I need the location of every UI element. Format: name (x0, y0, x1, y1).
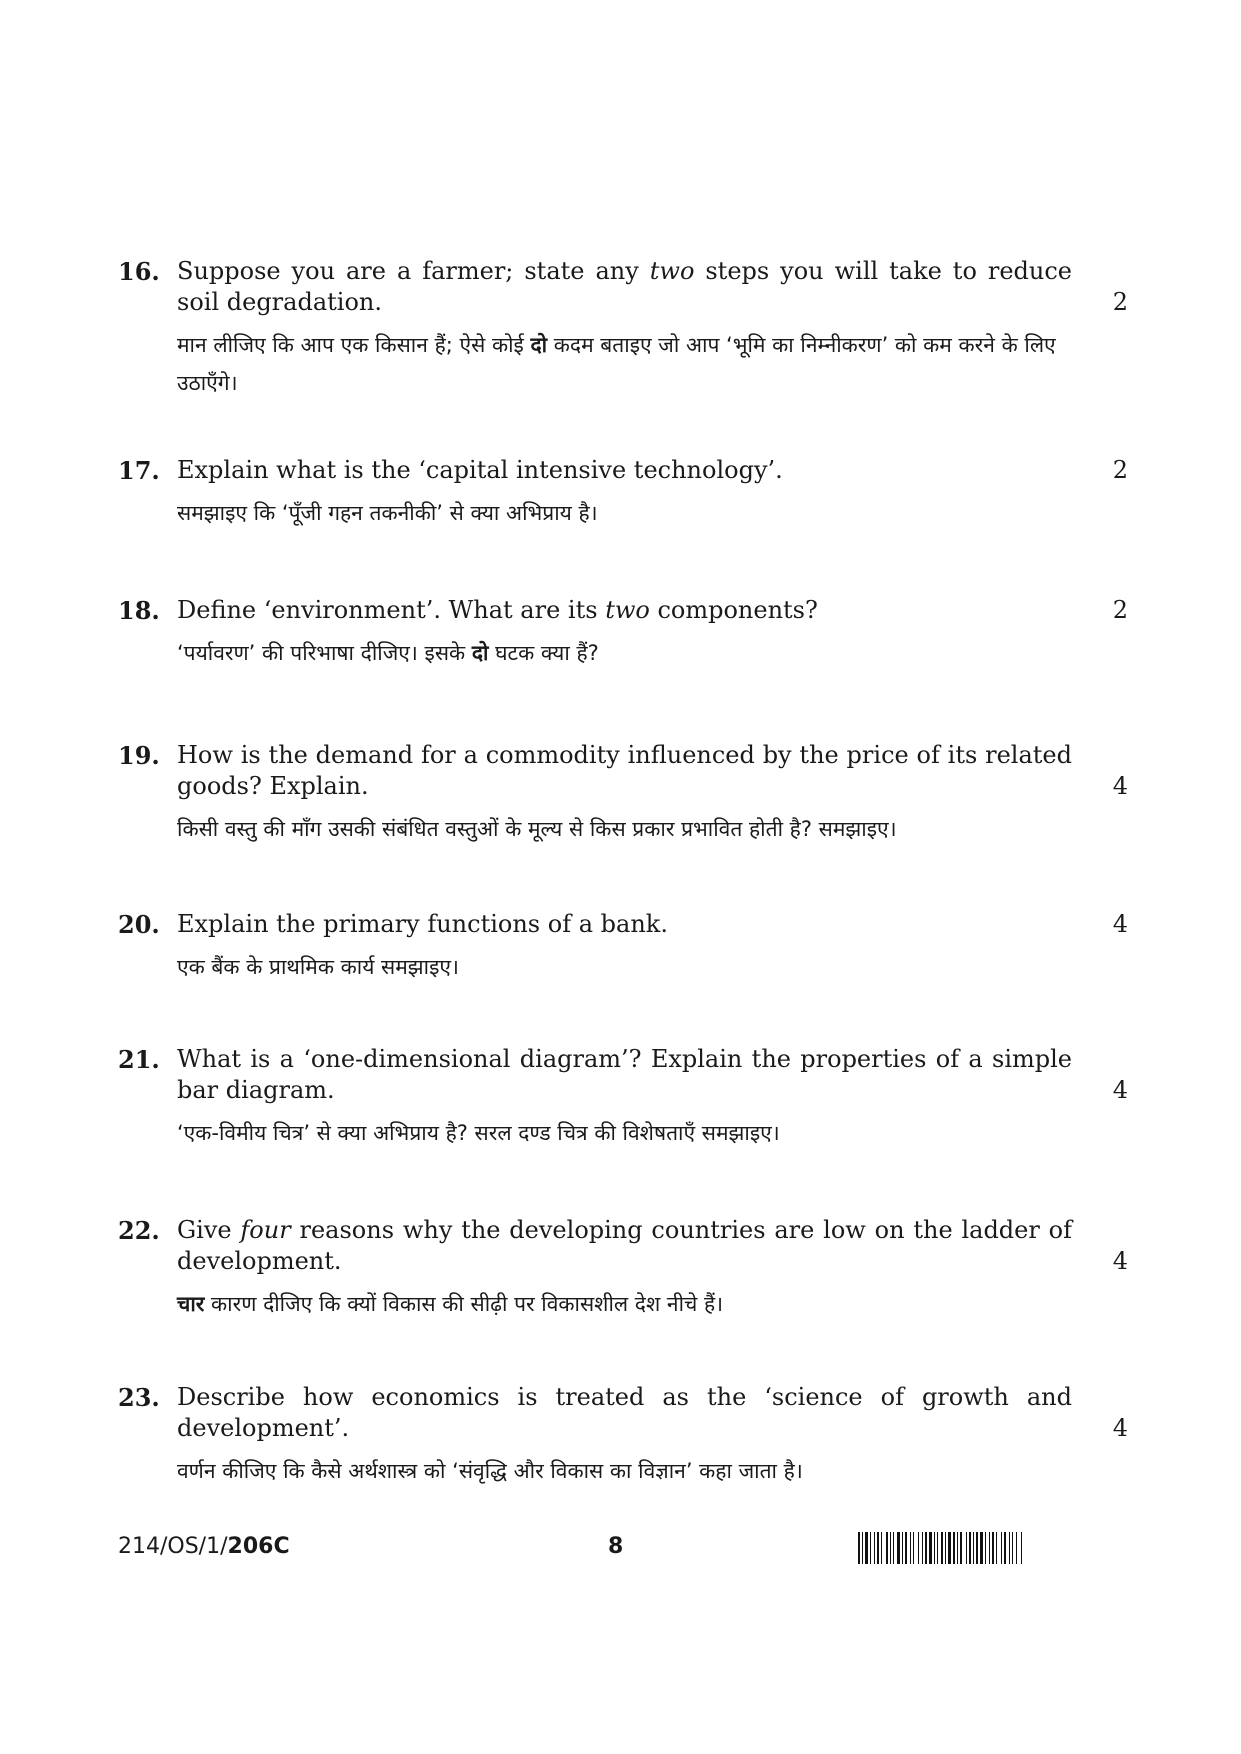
question-text-english: How is the demand for a commodity influenced by the price of its related goods? Explain. (177, 741, 1072, 800)
barcode-bar (858, 1532, 860, 1564)
question-text-hindi: समझाइए कि ‘पूँजी गहन तकनीकी’ से क्या अभिप्राय है। (177, 501, 598, 525)
barcode-bar (870, 1532, 871, 1564)
question-21 (118, 1044, 1128, 1152)
barcode-bar (905, 1532, 907, 1564)
barcode-bar (886, 1532, 888, 1564)
barcode-bar (989, 1532, 990, 1564)
question-23 (118, 1382, 1128, 1490)
question-text-hindi: मान लीजिए कि आप एक किसान हैं; ऐसे कोई दो कदम बताइए जो आप ‘भूमि का निम्नीकरण’ को कम करने के लिए उठाएँगे। (177, 333, 1056, 395)
marks: 2 (1112, 596, 1128, 624)
barcode-bar (953, 1532, 955, 1564)
barcode-bar (992, 1532, 994, 1564)
page-number: 8 (608, 1534, 624, 1559)
barcode-bar (945, 1532, 946, 1564)
marks: 4 (1112, 772, 1128, 800)
question-text-hindi: ‘एक-विमीय चित्र’ से क्या अभिप्राय है? सरल दण्ड चित्र की विशेषताएँ समझाइए। (177, 1121, 780, 1145)
barcode-bar (1016, 1532, 1017, 1564)
barcode-bar (934, 1532, 935, 1564)
marks: 4 (1112, 1076, 1128, 1104)
question-19 (118, 740, 1128, 848)
barcode-bar (973, 1532, 974, 1564)
barcode-bar (985, 1532, 986, 1564)
question-20 (118, 909, 1128, 986)
barcode-bar (1021, 1532, 1022, 1564)
barcode-bar (890, 1532, 891, 1564)
barcode-bar (1009, 1532, 1010, 1564)
barcode-bar (877, 1532, 879, 1564)
barcode (858, 1532, 1120, 1564)
barcode-bar (1012, 1532, 1013, 1564)
barcode-bar (966, 1532, 967, 1564)
barcode-bar (862, 1532, 863, 1564)
question-text-english: Describe how economics is treated as the ‘science of growth and development’. (177, 1383, 1072, 1442)
barcode-bar (957, 1532, 958, 1564)
barcode-bar (925, 1532, 927, 1564)
barcode-bar (897, 1532, 900, 1564)
question-text-english: Explain the primary functions of a bank. (177, 910, 668, 938)
question-number: 19. (118, 741, 160, 770)
barcode-bar (893, 1532, 894, 1564)
question-text-hindi: वर्णन कीजिए कि कैसे अर्थशास्त्र को ‘संवृद्धि और विकास का विज्ञान’ कहा जाता है। (177, 1459, 803, 1483)
question-text-hindi: ‘पर्यावरण’ की परिभाषा दीजिए। इसके दो घटक क्या हैं? (177, 641, 599, 665)
barcode-bar (910, 1532, 911, 1564)
barcode-bar (918, 1532, 919, 1564)
question-text-english: Suppose you are a farmer; state any two steps you will take to reduce soil degradation. (177, 257, 1072, 316)
question-22 (118, 1215, 1128, 1323)
barcode-bar (937, 1532, 938, 1564)
question-text-english: What is a ‘one-dimensional diagram’? Explain the properties of a simple bar diagram. (177, 1045, 1072, 1104)
barcode-bar (948, 1532, 951, 1564)
barcode-bar (929, 1532, 932, 1564)
question-17 (118, 455, 1128, 532)
paper-code: 214/OS/1/206C (118, 1534, 290, 1559)
barcode-bar (874, 1532, 875, 1564)
marks: 4 (1112, 1414, 1128, 1442)
question-number: 16. (118, 257, 160, 286)
barcode-bar (922, 1532, 923, 1564)
barcode-bar (1004, 1532, 1006, 1564)
barcode-bar (865, 1532, 868, 1564)
marks: 2 (1112, 456, 1128, 484)
barcode-bar (913, 1532, 914, 1564)
barcode-bar (996, 1532, 997, 1564)
question-16 (118, 256, 1128, 402)
question-text-hindi: किसी वस्तु की माँग उसकी संबंधित वस्तुओं के मूल्य से किस प्रकार प्रभावित होती है? समझाइए। (177, 817, 897, 841)
question-number: 18. (118, 596, 160, 625)
question-text-english: Explain what is the ‘capital intensive technology’. (177, 456, 783, 484)
barcode-bar (1001, 1532, 1002, 1564)
question-18 (118, 595, 1128, 672)
marks: 4 (1112, 910, 1128, 938)
barcode-bar (881, 1532, 882, 1564)
barcode-bar (969, 1532, 971, 1564)
question-text-hindi: एक बैंक के प्राथमिक कार्य समझाइए। (177, 955, 459, 979)
question-number: 17. (118, 456, 160, 485)
barcode-bar (980, 1532, 983, 1564)
marks: 2 (1112, 288, 1128, 316)
question-number: 22. (118, 1216, 160, 1245)
barcode-bar (941, 1532, 943, 1564)
barcode-bar (902, 1532, 903, 1564)
question-text-hindi: चार कारण दीजिए कि क्यों विकास की सीढ़ी पर विकासशील देश नीचे हैं। (177, 1292, 724, 1316)
question-number: 23. (118, 1383, 160, 1412)
question-number: 20. (118, 910, 160, 939)
question-text-english: Define ‘environment’. What are its two components? (177, 596, 818, 624)
barcode-bar (960, 1532, 962, 1564)
question-number: 21. (118, 1045, 160, 1074)
marks: 4 (1112, 1247, 1128, 1275)
barcode-bar (976, 1532, 978, 1564)
question-text-english: Give four reasons why the developing countries are low on the ladder of development. (177, 1216, 1072, 1275)
